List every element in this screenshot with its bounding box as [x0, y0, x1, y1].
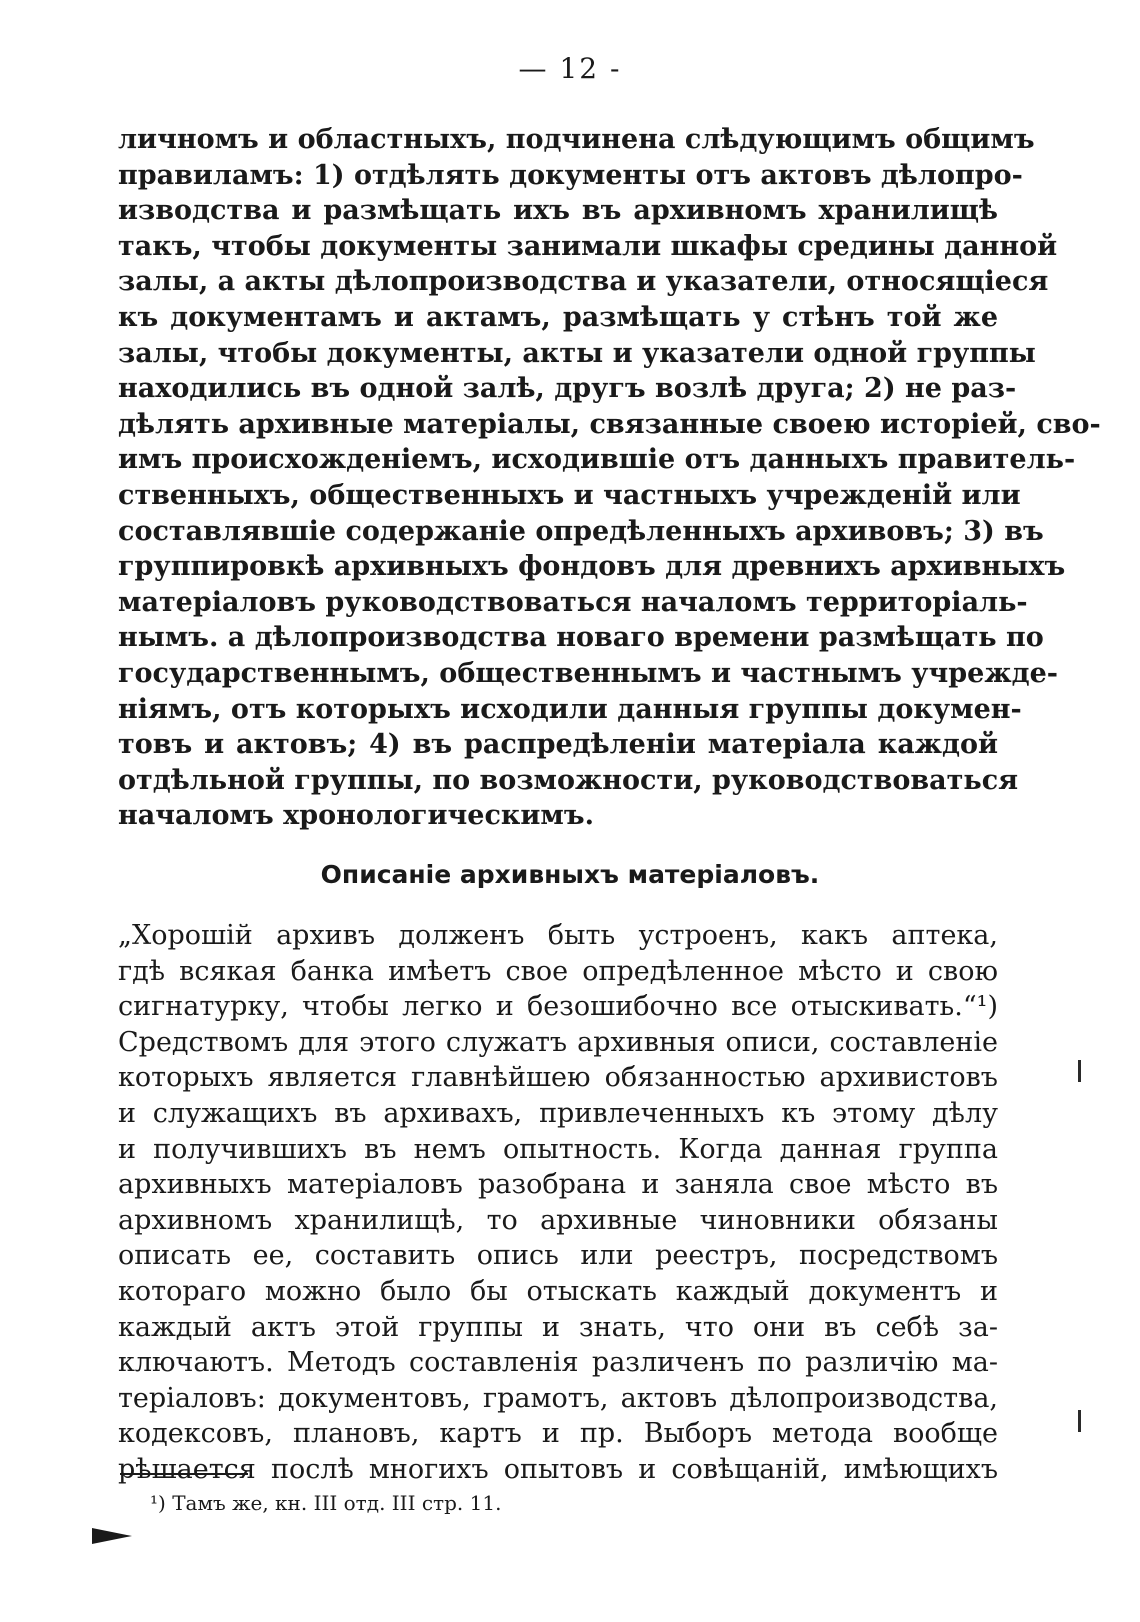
footnote [150, 1490, 501, 1516]
text-line: матеріаловъ руководствоваться началомъ территоріаль- [118, 586, 1028, 618]
text-line: товъ и актовъ; 4) въ распредѣленіи матеріала каждой [118, 729, 998, 761]
text-line: залы, чтобы документы, акты и указатели одной группы [118, 337, 1036, 369]
text-line: сигнатурку, чтобы легко и безошибочно все отыскивать.“¹) [118, 991, 998, 1023]
text-line: „Хорошій архивъ долженъ быть устроенъ, какъ аптека, [118, 920, 998, 951]
text-line: теріаловъ: документовъ, грамотъ, актовъ дѣлопроизводства, [118, 1382, 998, 1414]
section-heading: Описаніе архивныхъ матеріаловъ. [320, 860, 820, 889]
text-line: ніямъ, отъ которыхъ исходили данныя группы докумен- [118, 693, 1022, 725]
text-line: которыхъ является главнѣйшею обязанностью архивистовъ [118, 1062, 998, 1094]
text-line: имъ происхожденіемъ, исходившіе отъ данныхъ правитель- [118, 444, 1076, 476]
text-line: такъ, чтобы документы занимали шкафы средины данной [118, 230, 1058, 262]
text-line: къ документамъ и актамъ, размѣщать у стѣнъ той же [118, 301, 998, 333]
text-line: гдѣ всякая банка имѣетъ свое опредѣленное мѣсто и свою [118, 955, 998, 987]
footnote-marker: ¹) [150, 1491, 166, 1515]
text-line: рѣшается послѣ многихъ опытовъ и совѣщаній, имѣющихъ [118, 1453, 998, 1485]
text-line: и получившихъ въ немъ опытность. Когда данная группа [118, 1133, 998, 1165]
footnote-text: Тамъ же, кн. III отд. III стр. 11. [172, 1491, 502, 1515]
text-line: котораго можно было бы отыскать каждый документъ и [118, 1275, 998, 1307]
text-line: архивномъ хранилищѣ, то архивные чиновники обязаны [118, 1204, 998, 1236]
scan-edge-mark [1078, 1410, 1081, 1432]
page-number: — 12 - [518, 52, 622, 85]
text-line: и служащихъ въ архивахъ, привлеченныхъ къ этому дѣлу [118, 1097, 998, 1129]
text-line: ключаютъ. Методъ составленія различенъ по различію ма- [118, 1347, 998, 1379]
text-line: кодексовъ, плановъ, картъ и пр. Выборъ метода вообще [118, 1418, 998, 1450]
text-line: началомъ хронологическимъ. [118, 800, 594, 832]
text-line: правиламъ: 1) отдѣлять документы отъ актовъ дѣлопро- [118, 159, 1023, 191]
text-line: изводства и размѣщать ихъ въ архивномъ хранилищѣ [118, 195, 998, 227]
text-line: личномъ и областныхъ, подчинена слѣдующимъ общимъ [118, 124, 1035, 155]
paragraph-rules [118, 122, 1101, 834]
text-line: залы, а акты дѣлопроизводства и указатели, относящіеся [118, 266, 1049, 298]
text-line: ственныхъ, общественныхъ и частныхъ учрежденій или [118, 479, 1021, 511]
text-line: Средствомъ для этого служатъ архивныя описи, составленіе [118, 1026, 998, 1058]
text-line: группировкѣ архивныхъ фондовъ для древнихъ архивныхъ [118, 551, 1066, 583]
scan-edge-mark [1078, 1060, 1081, 1082]
paragraph-description [118, 918, 998, 1488]
text-line: находились въ одной залѣ, другъ возлѣ друга; 2) не раз- [118, 373, 1017, 405]
text-line: нымъ. а дѣлопроизводства новаго времени размѣщать по [118, 622, 1044, 654]
text-line: описать ее, составить опись или реестръ, посредствомъ [118, 1240, 998, 1272]
scan-artifact-icon [92, 1528, 132, 1544]
text-line: государственнымъ, общественнымъ и частнымъ учрежде- [118, 657, 1058, 689]
footnote-divider [120, 1473, 248, 1475]
text-line: отдѣльной группы, по возможности, руководствоваться [118, 764, 1019, 796]
text-line: каждый актъ этой группы и знать, что они въ себѣ за- [118, 1311, 998, 1343]
text-line: составлявшіе содержаніе опредѣленныхъ архивовъ; 3) въ [118, 515, 1044, 547]
text-line: архивныхъ матеріаловъ разобрана и заняла свое мѣсто въ [118, 1169, 998, 1201]
text-line: дѣлять архивные матеріалы, связанные своею исторіей, сво- [118, 408, 1101, 440]
